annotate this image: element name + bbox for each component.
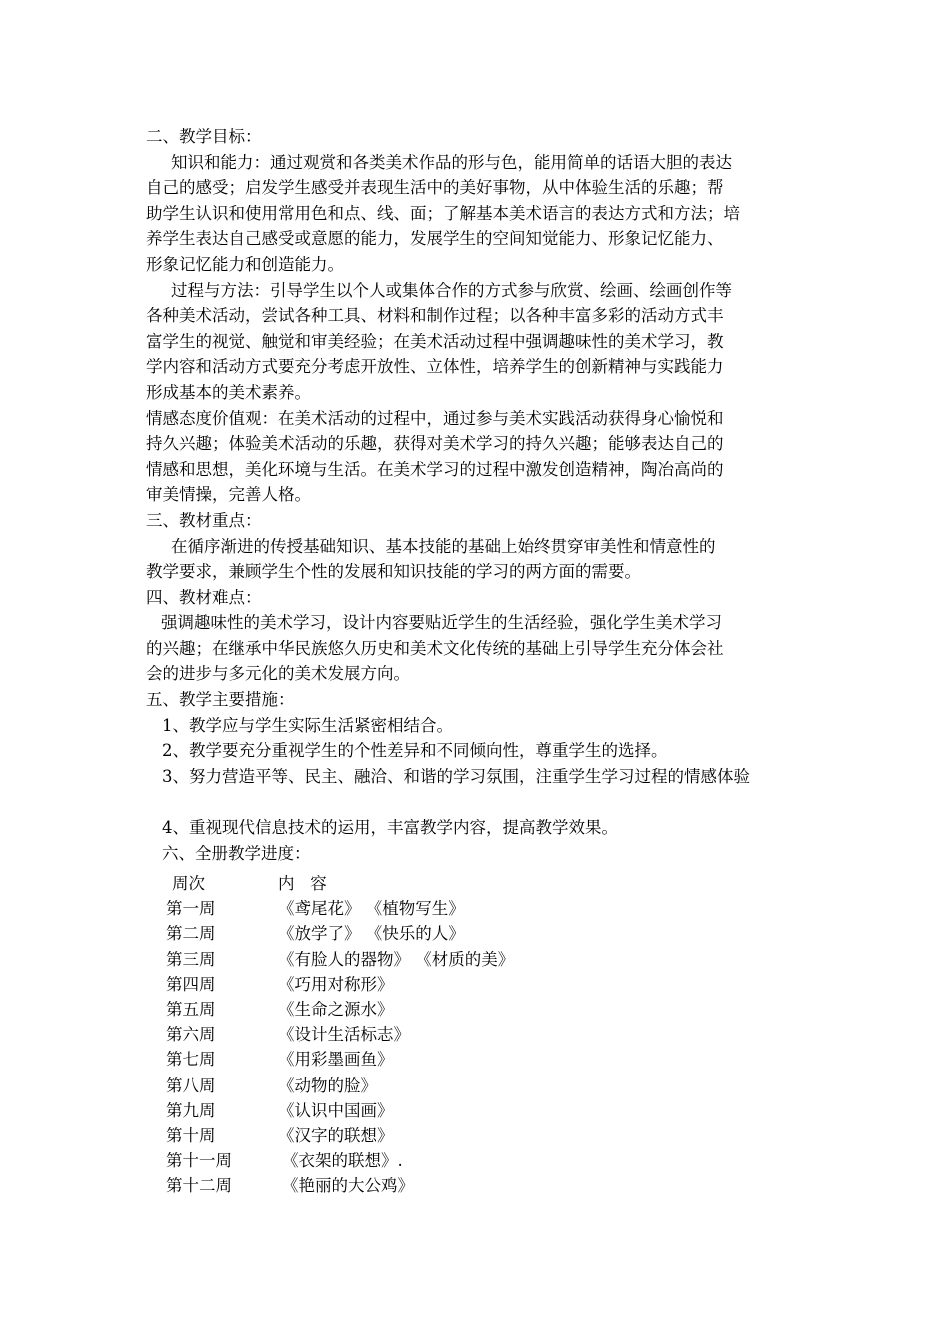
process-line: 各种美术活动，尝试各种工具、材料和制作过程；以各种丰富多彩的活动方式丰: [146, 306, 724, 326]
measure-item: 2、教学要充分重视学生的个性差异和不同倾向性，尊重学生的选择。: [162, 741, 668, 761]
knowledge-line: 自己的感受；启发学生感受并表现生活中的美好事物，从中体验生活的乐趣；帮: [146, 178, 724, 198]
difficulty-line: 的兴趣；在继承中华民族悠久历史和美术文化传统的基础上引导学生充分体会社: [146, 638, 724, 658]
schedule-week: 第五周: [166, 999, 216, 1019]
process-line: 富学生的视觉、触觉和审美经验；在美术活动过程中强调趣味性的美术学习，教: [146, 331, 724, 351]
emotion-line: 情感和思想，美化环境与生活。在美术学习的过程中激发创造精神，陶冶高尚的: [146, 459, 724, 479]
schedule-week: 第七周: [166, 1050, 216, 1070]
schedule-content: 《动物的脸》: [278, 1075, 377, 1095]
schedule-week: 第四周: [166, 974, 216, 994]
measures-heading: 五、教学主要措施：: [146, 690, 295, 710]
schedule-header-row: [166, 871, 514, 896]
schedule-week: 第三周: [166, 949, 216, 969]
schedule-row: [166, 1022, 514, 1047]
measure-item: 3、努力营造平等、民主、融洽、和谐的学习氛围，注重学生学习过程的情感体验: [162, 766, 750, 786]
measure-item: 1、教学应与学生实际生活紧密相结合。: [162, 715, 453, 735]
document-body: [146, 124, 816, 866]
schedule-week: 第一周: [166, 899, 216, 919]
emotion-line: 持久兴趣；体验美术活动的乐趣，获得对美术学习的持久兴趣；能够表达自己的: [146, 434, 724, 454]
schedule-row: [166, 921, 514, 946]
goal-heading: 二、教学目标：: [146, 127, 262, 146]
knowledge-line: 养学生表达自己感受或意愿的能力，发展学生的空间知觉能力、形象记忆能力、: [146, 229, 724, 249]
difficulty-line: 会的进步与多元化的美术发展方向。: [146, 664, 410, 684]
schedule-content: 《有脸人的器物》 《材质的美》: [278, 949, 515, 969]
schedule-row: [166, 1073, 514, 1098]
schedule-content: 《衣架的联想》.: [282, 1151, 403, 1171]
schedule-table: [166, 871, 514, 1198]
knowledge-line: 形象记忆能力和创造能力。: [146, 254, 344, 274]
schedule-row: [166, 1123, 514, 1148]
schedule-row: [166, 1098, 514, 1123]
emotion-line: 审美情操，完善人格。: [146, 485, 311, 505]
schedule-row: [166, 1047, 514, 1072]
difficulty-heading: 四、教材难点：: [146, 587, 262, 607]
schedule-week: 第八周: [166, 1075, 216, 1095]
schedule-week: 第十周: [166, 1125, 216, 1145]
key-heading: 三、教材重点：: [146, 510, 262, 530]
schedule-content: 《认识中国画》: [278, 1100, 394, 1120]
schedule-week: 第六周: [166, 1025, 216, 1045]
header-content: 内 容: [278, 874, 327, 893]
schedule-heading: 六、全册教学进度：: [162, 843, 311, 863]
difficulty-line: 强调趣味性的美术学习，设计内容要贴近学生的生活经验，强化学生美术学习: [161, 613, 722, 633]
knowledge-line: 知识和能力：通过观赏和各类美术作品的形与色，能用简单的话语大胆的表达: [171, 152, 732, 172]
schedule-row: [166, 896, 514, 921]
schedule-row: [166, 1173, 514, 1198]
schedule-content: 《艳丽的大公鸡》: [282, 1176, 414, 1196]
schedule-week: 第十二周: [166, 1176, 232, 1196]
schedule-content: 《设计生活标志》: [278, 1025, 410, 1045]
schedule-week: 第十一周: [166, 1151, 232, 1171]
header-week: 周次: [172, 874, 205, 893]
process-line: 形成基本的美术素养。: [146, 382, 311, 402]
schedule-content: 《生命之源水》: [278, 999, 394, 1019]
schedule-content: 《汉字的联想》: [278, 1125, 394, 1145]
schedule-row: [166, 1148, 514, 1173]
schedule-row: [166, 972, 514, 997]
schedule-week: 第二周: [166, 924, 216, 944]
schedule-content: 《鸢尾花》 《植物写生》: [278, 899, 465, 919]
knowledge-line: 助学生认识和使用常用色和点、线、面；了解基本美术语言的表达方式和方法；培: [146, 203, 740, 223]
schedule-content: 《用彩墨画鱼》: [278, 1050, 394, 1070]
process-line: 学内容和活动方式要充分考虑开放性、立体性，培养学生的创新精神与实践能力: [146, 357, 724, 377]
process-line: 过程与方法：引导学生以个人或集体合作的方式参与欣赏、绘画、绘画创作等: [171, 280, 732, 300]
schedule-row: [166, 997, 514, 1022]
schedule-content: 《巧用对称形》: [278, 974, 394, 994]
schedule-row: [166, 947, 514, 972]
key-line: 在循序渐进的传授基础知识、基本技能的基础上始终贯穿审美性和情意性的: [171, 536, 716, 556]
measure-item: 4、重视现代信息技术的运用，丰富教学内容，提高教学效果。: [162, 818, 618, 838]
schedule-week: 第九周: [166, 1100, 216, 1120]
blank-line: [146, 789, 816, 815]
schedule-content: 《放学了》 《快乐的人》: [278, 924, 465, 944]
key-line: 教学要求，兼顾学生个性的发展和知识技能的学习的两方面的需要。: [146, 562, 641, 582]
emotion-line: 情感态度价值观：在美术活动的过程中，通过参与美术实践活动获得身心愉悦和: [146, 408, 724, 428]
